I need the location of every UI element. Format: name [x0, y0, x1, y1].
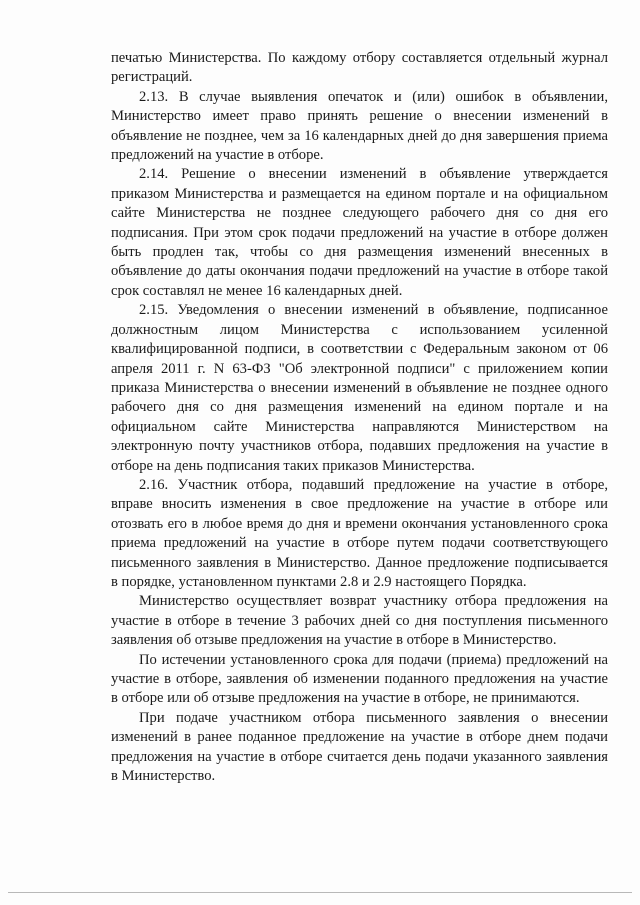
text-line: письменного заявления в Министерство. Данное предложение подписывается: [111, 554, 608, 571]
text-line: в Министерство.: [111, 768, 216, 785]
paragraph: [111, 651, 608, 709]
text-line: официальном сайте Министерства направляются Министерством на: [111, 418, 608, 435]
text-line: Министерство осуществляет возврат участнику отбора предложения на: [139, 593, 608, 610]
text-line: в порядке, установленном пунктами 2.8 и 2.9 настоящего Порядка.: [111, 573, 527, 590]
text-line: предложения на участие в отборе считается день подачи указанного заявления: [111, 748, 608, 765]
text-line: изменений в ранее поданное предложение на участие в отборе днем подачи: [111, 729, 608, 746]
text-line: вправе вносить изменения в свое предложение на участие в отборе или: [111, 496, 608, 513]
text-line: приказом Министерства и размещается на едином портале и на официальном: [111, 185, 608, 202]
paragraph: [111, 592, 608, 650]
text-line: Министерство имеет право принять решение о внесении изменений в: [111, 108, 608, 125]
text-line: приказа Министерства о внесении изменений в объявление не позднее одного: [111, 379, 608, 396]
page-bottom-rule: [8, 892, 632, 893]
text-line: заявления об отзыве предложения на участие в отборе в Министерство.: [111, 632, 557, 649]
text-line: По истечении установленного срока для подачи (приема) предложений на: [139, 651, 608, 668]
text-line: должностным лицом Министерства с использованием усиленной: [111, 321, 608, 338]
text-line: регистраций.: [111, 69, 193, 86]
text-line: объявление не позднее, чем за 16 календарных дней до дня завершения приема: [111, 127, 608, 144]
paragraph: [111, 476, 608, 592]
text-line: предложений на участие в отборе.: [111, 147, 324, 164]
text-line: 2.15. Уведомления о внесении изменений в объявление, подписанное: [139, 302, 608, 319]
paragraph: [111, 165, 608, 301]
text-line: сайте Министерства не позднее следующего рабочего дня со дня его: [111, 205, 608, 222]
paragraph: [111, 301, 608, 476]
text-line: квалифицированной подписи, в соответствии с Федеральным законом от 06: [111, 341, 608, 358]
text-line: быть продлен так, чтобы со дня размещения изменений внесенных в: [111, 244, 608, 261]
text-line: отборе на день подписания таких приказов Министерства.: [111, 457, 475, 474]
text-line: приема предложений на участие в отборе путем подачи соответствующего: [111, 535, 608, 552]
text-line: срок составлял не менее 16 календарных дней.: [111, 282, 403, 299]
text-line: объявление до даты окончания подачи предложений на участие в отборе такой: [111, 263, 608, 280]
paragraph: [111, 709, 608, 787]
text-line: участие в отборе, заявления об изменении поданного предложения на участие: [111, 671, 608, 687]
text-line: электронную почту участников отбора, подавших предложения на участие в: [111, 438, 608, 455]
text-line: в отборе или об отзыве предложения на участие в отборе, не принимаются.: [111, 690, 580, 707]
paragraph: [111, 88, 608, 166]
text-line: При подаче участником отбора письменного заявления о внесении: [139, 709, 608, 726]
text-line: подписания. При этом срок подачи предложений на участие в отборе должен: [111, 224, 608, 241]
text-line: 2.16. Участник отбора, подавший предложение на участие в отборе,: [139, 476, 608, 493]
text-line: рабочего дня со дня размещения изменений на едином портале и на: [111, 399, 608, 416]
text-line: апреля 2011 г. N 63-ФЗ "Об электронной подписи" с приложением копии: [111, 360, 608, 377]
text-line: печатью Министерства. По каждому отбору составляется отдельный журнал: [111, 50, 608, 66]
text-line: участие в отборе в течение 3 рабочих дней со дня поступления письменного: [111, 612, 608, 629]
text-line: 2.13. В случае выявления опечаток и (или) ошибок в объявлении,: [139, 88, 608, 105]
document-body: [111, 49, 608, 786]
paragraph: [111, 49, 608, 88]
text-line: 2.14. Решение о внесении изменений в объявление утверждается: [139, 166, 608, 183]
text-line: отозвать его в любое время до дня и времени окончания установленного срока: [111, 515, 608, 532]
